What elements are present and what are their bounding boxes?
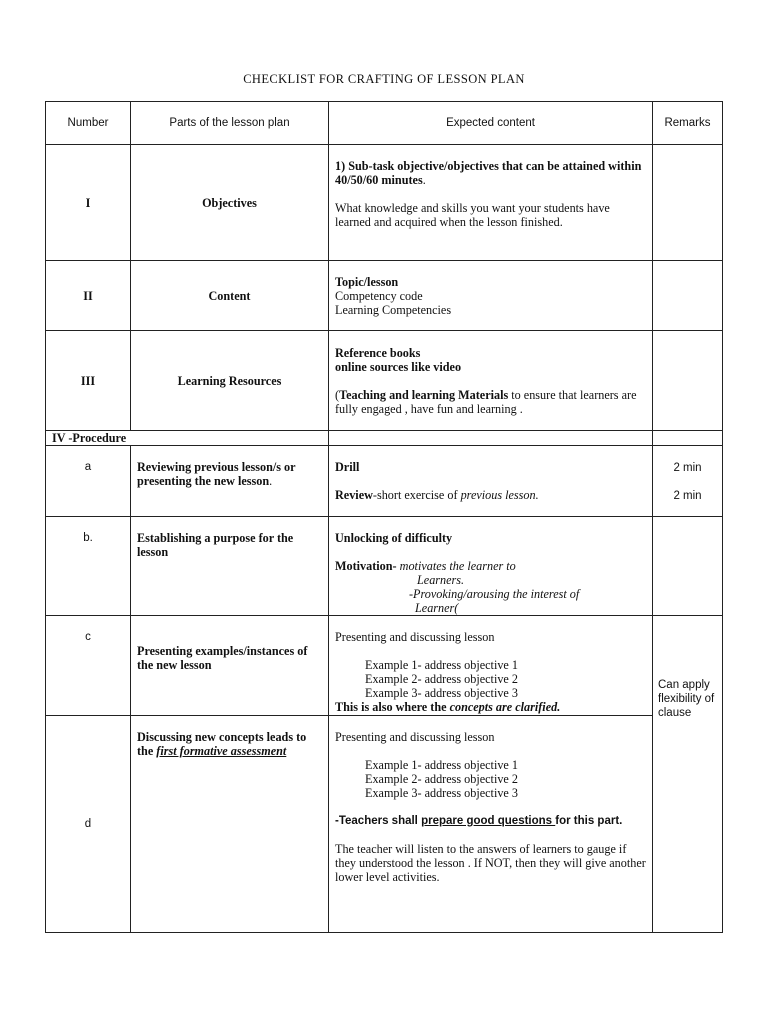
row-remarks (653, 331, 723, 431)
row-expected (329, 145, 653, 261)
header-row (46, 102, 723, 145)
c-example-1: Example 1- address objective 1 (365, 658, 518, 672)
row-number: I (46, 145, 131, 261)
lesson-plan-table (45, 101, 723, 933)
row-expected (329, 716, 653, 933)
row-number: b. (46, 517, 131, 616)
row-resources (46, 331, 723, 431)
row-expected (329, 431, 653, 446)
a-drill: Drill (335, 460, 360, 474)
row-number: III (46, 331, 131, 431)
header-parts: Parts of the lesson plan (131, 102, 329, 145)
d-part-underlined: first formative assessment (156, 744, 287, 758)
resources-online: online sources like video (335, 359, 462, 374)
resources-ref: Reference books (335, 345, 421, 360)
resources-tlm-tail: to ensure that learners are fully engaged , have fun and learning . (335, 387, 637, 416)
b-mot1: motivates the learner to (396, 559, 516, 573)
row-d (46, 716, 723, 933)
row-remarks (653, 145, 723, 261)
row-expected (329, 331, 653, 431)
c-present: Presenting and discussing lesson (335, 630, 495, 644)
content-competencies: Learning Competencies (335, 302, 452, 317)
d-teach-lead: -Teachers shall (335, 815, 422, 827)
remarks-flexibility-text: Can apply flexibility of clause (658, 679, 715, 719)
a-review-dash: -short exercise of (372, 488, 461, 502)
c-clar-italic: concepts are clarified. (449, 700, 561, 714)
b-mot3: -Provoking/arousing the interest of (409, 587, 580, 601)
content-code: Competency code (335, 288, 423, 303)
row-expected (329, 616, 653, 716)
b-mot4: Learner( (415, 601, 459, 615)
row-procedure (46, 431, 723, 446)
row-part: Establishing a purpose for the lesson (131, 517, 329, 616)
d-teach-tail: for this part. (555, 815, 623, 827)
a-review-italic: previous lesson. (460, 488, 539, 502)
d-part-lead: Discussing new concepts leads to the (137, 730, 307, 758)
content-topic: Topic/lesson (335, 274, 399, 289)
header-remarks: Remarks (653, 102, 723, 145)
header-number: Number (46, 102, 131, 145)
b-unlock: Unlocking of difficulty (335, 531, 453, 545)
row-objectives (46, 145, 723, 261)
row-number: c (46, 616, 131, 716)
row-expected (329, 446, 653, 517)
a-part: Reviewing previous lesson/s or presenting the new lesson (137, 460, 296, 488)
objectives-line2: What knowledge and skills you want your students have learned and acquired when the lesson finished. (335, 201, 610, 229)
d-example-1: Example 1- address objective 1 (365, 758, 518, 772)
a-remark-1: 2 min (673, 462, 702, 474)
procedure-label: IV -Procedure (46, 431, 329, 446)
header-expected: Expected content (329, 102, 653, 145)
row-remarks (653, 261, 723, 331)
row-b (46, 517, 723, 616)
row-part (131, 446, 329, 517)
row-c (46, 616, 723, 716)
c-example-2: Example 2- address objective 2 (365, 672, 518, 686)
row-a (46, 446, 723, 517)
row-remarks (653, 517, 723, 616)
d-teach-underlined: prepare good questions (421, 815, 556, 827)
b-mot2: Learners. (417, 573, 465, 587)
row-part (131, 716, 329, 933)
c-clar-bold: This is also where the (335, 700, 450, 714)
document-title: CHECKLIST FOR CRAFTING OF LESSON PLAN (243, 72, 525, 86)
b-motivation: Motivation- (335, 559, 397, 573)
d-example-3: Example 3- address objective 3 (365, 786, 518, 800)
a-remark-2: 2 min (673, 490, 702, 502)
row-number: d (46, 716, 131, 933)
d-listen: The teacher will listen to the answers of learners to gauge if they understood the lesson . If NOT, then they will give another lower level activities. (335, 842, 646, 884)
remarks-flexibility (653, 616, 723, 933)
a-review: Review (335, 488, 373, 502)
row-expected (329, 517, 653, 616)
objectives-line1: 1) Sub-task objective/objectives that can be attained within 40/50/60 minutes (335, 159, 642, 187)
c-example-3: Example 3- address objective 3 (365, 686, 518, 700)
d-present: Presenting and discussing lesson (335, 730, 495, 744)
row-remarks (653, 446, 723, 517)
resources-tlm: Teaching and learning Materials (339, 387, 509, 402)
row-part: Content (131, 261, 329, 331)
row-number: II (46, 261, 131, 331)
row-part: Presenting examples/instances of the new lesson (131, 616, 329, 716)
objectives-line1-tail: . (422, 173, 426, 187)
row-remarks (653, 431, 723, 446)
resources-paren: ( (335, 387, 340, 402)
row-part: Learning Resources (131, 331, 329, 431)
row-number: a (46, 446, 131, 517)
row-expected (329, 261, 653, 331)
d-example-2: Example 2- address objective 2 (365, 772, 518, 786)
a-part-tail: . (269, 474, 273, 488)
row-content (46, 261, 723, 331)
row-part: Objectives (131, 145, 329, 261)
